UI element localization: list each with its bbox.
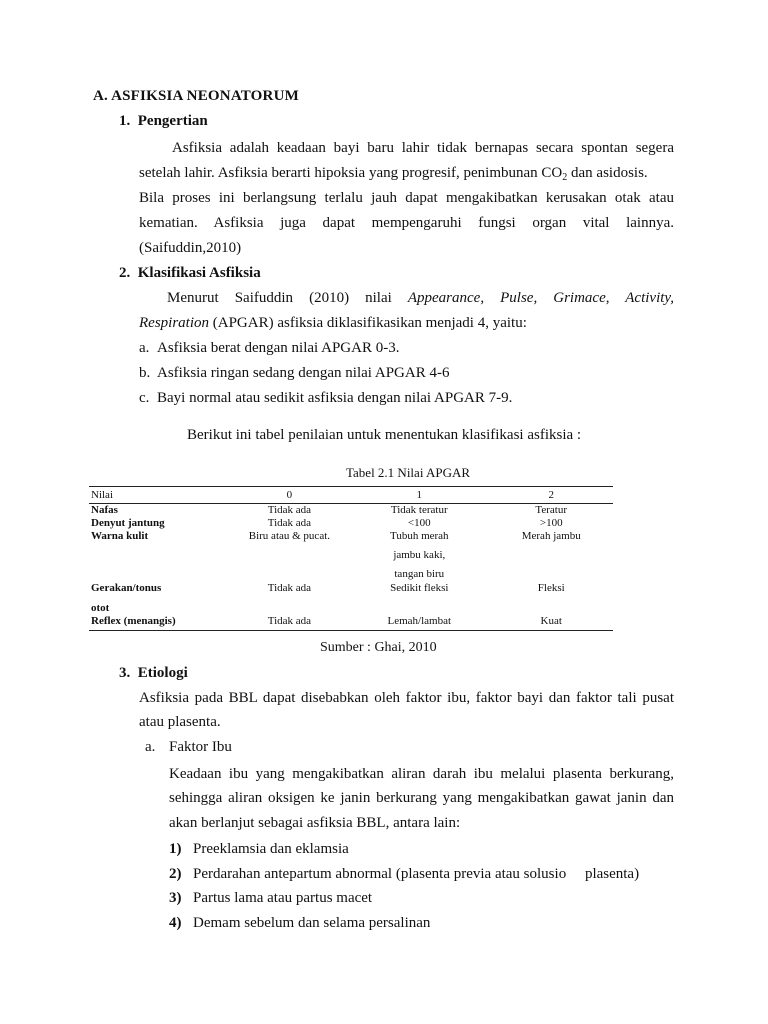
- list-label: c.: [139, 390, 150, 406]
- subsection-heading-3: [119, 665, 188, 682]
- paragraph-line: akan berlanjut sebagai asfiksia BBL, antara lain:: [169, 815, 461, 831]
- table-cell: Nafas: [91, 504, 118, 516]
- list-item: [169, 841, 349, 858]
- section-heading-a: A. ASFIKSIA NEONATORUM: [93, 88, 299, 104]
- list-label: 2): [169, 866, 182, 882]
- table-cell: Tubuh merah: [389, 530, 449, 542]
- table-row: [89, 615, 613, 631]
- table-cell: Gerakan/tonus: [91, 582, 162, 594]
- subsection-title: Klasifikasi Asfiksia: [137, 265, 261, 281]
- sub-heading-a: [145, 739, 232, 756]
- table-cell: [489, 562, 613, 581]
- list-item: [139, 390, 512, 407]
- table-cell: Warna kulit: [91, 530, 149, 542]
- table-cell: [230, 562, 349, 581]
- table-cell: >100: [539, 517, 563, 529]
- table-header: Nilai: [89, 487, 230, 504]
- subsection-title: Etiologi: [137, 665, 188, 681]
- table-caption: Tabel 2.1 Nilai APGAR: [346, 465, 471, 480]
- table-row: [89, 530, 613, 543]
- table-row: [89, 595, 613, 615]
- paragraph-line: [139, 315, 527, 332]
- table-cell: [230, 595, 349, 615]
- subsection-number: 3.: [119, 665, 131, 681]
- paragraph-line: Asfiksia adalah keadaan bayi baru lahir tidak bernapas secara spontan segera: [172, 140, 674, 156]
- subsection-heading-1: [119, 113, 208, 130]
- list-text: Demam sebelum dan selama persalinan: [193, 915, 431, 931]
- text-segment: dan asidosis.: [567, 165, 648, 181]
- list-text: Perdarahan antepartum abnormal (plasenta previa atau solusio plasenta): [193, 866, 640, 882]
- subsection-number: 1.: [119, 113, 131, 129]
- list-label: b.: [139, 365, 151, 381]
- paragraph-line: (Saifuddin,2010): [139, 240, 242, 256]
- table-cell: Fleksi: [537, 582, 565, 594]
- list-text: Asfiksia berat dengan nilai APGAR 0-3.: [157, 340, 400, 356]
- list-item: [169, 915, 430, 932]
- table-cell: Tidak teratur: [390, 504, 448, 516]
- paragraph-line: [167, 290, 674, 307]
- table-cell: jambu kaki,: [393, 549, 446, 561]
- table-cell: Lemah/lambat: [349, 615, 489, 631]
- table-row: [89, 581, 613, 595]
- list-item: [169, 890, 372, 907]
- paragraph-line: atau plasenta.: [139, 714, 221, 730]
- apgar-table: [89, 486, 613, 631]
- table-header: 0: [230, 487, 349, 504]
- table-cell: Denyut jantung: [91, 517, 165, 529]
- table-row: [89, 543, 613, 562]
- list-item: [139, 365, 449, 382]
- paragraph-line: [139, 165, 648, 183]
- list-label: a.: [139, 340, 150, 356]
- text-segment: Menurut Saifuddin (2010) nilai: [167, 290, 408, 306]
- table-header: 1: [349, 487, 489, 504]
- paragraph-line: Asfiksia pada BBL dapat disebabkan oleh faktor ibu, faktor bayi dan faktor tali pusat: [139, 690, 674, 706]
- table-cell: <100: [407, 517, 431, 529]
- subscript: 2: [562, 172, 568, 183]
- table-header: 2: [489, 487, 613, 504]
- table-cell: Reflex (menangis): [89, 615, 230, 631]
- table-cell: [349, 595, 489, 615]
- paragraph-line: sehingga aliran oksigen ke janin berkurang yang mengakibatkan gawat janin dan: [169, 790, 674, 806]
- table-cell: Biru atau & pucat.: [248, 530, 331, 542]
- table-source: Sumber : Ghai, 2010: [320, 640, 437, 655]
- text-segment: setelah lahir. Asfiksia berarti hipoksia yang progresif, penimbunan CO: [139, 165, 563, 181]
- table-cell: Kuat: [489, 615, 613, 631]
- text-segment: (APGAR) asfiksia diklasifikasikan menjadi 4, yaitu:: [209, 315, 527, 331]
- table-row: [89, 562, 613, 581]
- table-cell: tangan biru: [394, 568, 445, 580]
- list-label: 4): [169, 915, 182, 931]
- table-cell: [489, 595, 613, 615]
- list-text: Preeklamsia dan eklamsia: [193, 841, 349, 857]
- table-cell: Teratur: [535, 504, 568, 516]
- list-label: 1): [169, 841, 182, 857]
- table-cell: [89, 543, 230, 562]
- table-row: [89, 517, 613, 530]
- list-label: a.: [145, 739, 156, 755]
- table-intro: Berikut ini tabel penilaian untuk menentukan klasifikasi asfiksia :: [187, 427, 582, 443]
- subsection-title: Pengertian: [137, 113, 208, 129]
- paragraph-line: Keadaan ibu yang mengakibatkan aliran darah ibu melalui plasenta berkurang,: [169, 766, 674, 782]
- list-text: Partus lama atau partus macet: [193, 890, 373, 906]
- table-cell: Sedikit fleksi: [390, 582, 449, 594]
- table-header-row: [89, 487, 613, 504]
- subsection-heading-2: [119, 265, 261, 282]
- table-cell: [489, 543, 613, 562]
- table-cell: Tidak ada: [267, 517, 312, 529]
- paragraph-line: Bila proses ini berlangsung terlalu jauh dapat mengakibatkan kerusakan otak atau: [139, 190, 674, 206]
- table-cell: Tidak ada: [267, 582, 312, 594]
- italic-text: Respiration: [139, 315, 209, 331]
- table-cell: [230, 543, 349, 562]
- table-cell: Merah jambu: [521, 530, 581, 542]
- table-row: [89, 504, 613, 518]
- table-cell: [89, 562, 230, 581]
- list-text: Faktor Ibu: [169, 739, 232, 755]
- list-text: Asfiksia ringan sedang dengan nilai APGAR 4-6: [157, 365, 450, 381]
- subsection-number: 2.: [119, 265, 131, 281]
- list-label: 3): [169, 890, 182, 906]
- table-cell: otot: [91, 602, 110, 614]
- list-item: [139, 340, 399, 357]
- list-text: Bayi normal atau sedikit asfiksia dengan nilai APGAR 7-9.: [157, 390, 513, 406]
- list-item: [169, 866, 639, 883]
- italic-text: Appearance, Pulse, Grimace, Activity,: [407, 290, 674, 306]
- table-cell: Tidak ada: [230, 615, 349, 631]
- table-cell: Tidak ada: [267, 504, 312, 516]
- paragraph-line: kematian. Asfiksia juga dapat mempengaruhi fungsi organ vital lainnya.: [139, 215, 674, 231]
